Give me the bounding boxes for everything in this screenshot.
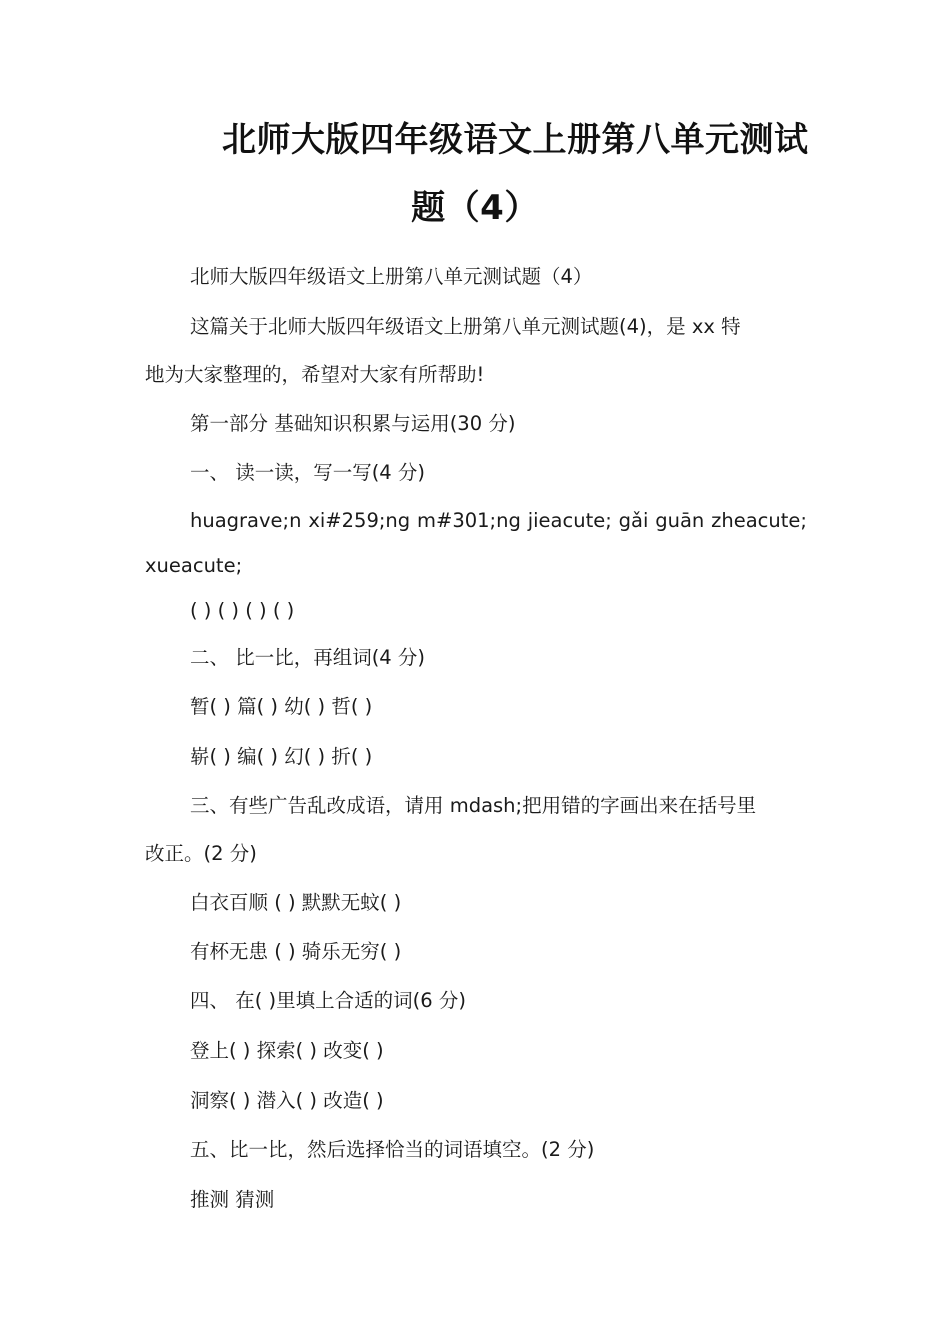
question-2-row-2: 崭( ) 编( ) 幻( ) 折( )	[190, 745, 373, 768]
question-5-heading: 五、比一比，然后选择恰当的词语填空。(2 分)	[190, 1138, 595, 1161]
question-3-row-1: 白衣百顺 ( ) 默默无蚊( )	[190, 891, 402, 914]
question-2-heading: 二、 比一比，再组词(4 分)	[190, 646, 426, 669]
question-3-line-1: 三、有些广告乱改成语，请用 mdash;把用错的字画出来在括号里	[190, 794, 757, 817]
pinyin-item: jieacute;	[527, 509, 612, 532]
pinyin-item: gǎi	[618, 509, 649, 532]
question-2-row-1: 暂( ) 篇( ) 幼( ) 哲( )	[190, 695, 373, 718]
document-title-line1: 北师大版四年级语文上册第八单元测试	[222, 120, 809, 160]
document-title-line2: 题（4）	[411, 188, 539, 228]
subtitle: 北师大版四年级语文上册第八单元测试题（4）	[190, 265, 593, 288]
pinyin-item: xi#259;ng	[308, 509, 411, 532]
pinyin-continuation: xueacute;	[145, 554, 243, 577]
question-3-line-2: 改正。(2 分)	[145, 842, 257, 865]
pinyin-item: m#301;ng	[417, 509, 521, 532]
question-1-heading: 一、 读一读，写一写(4 分)	[190, 461, 426, 484]
intro-line-2: 地为大家整理的，希望对大家有所帮助!	[145, 363, 485, 386]
pinyin-row	[190, 496, 807, 545]
pinyin-item: zheacute;	[711, 509, 807, 532]
intro-line-1: 这篇关于北师大版四年级语文上册第八单元测试题(4)，是 xx 特	[190, 315, 741, 338]
question-5-words: 推测 猜测	[190, 1188, 275, 1211]
question-1-blanks: ( ) ( ) ( ) ( )	[190, 599, 295, 622]
question-4-row-1: 登上( ) 探索( ) 改变( )	[190, 1039, 384, 1062]
pinyin-item: guān	[655, 509, 705, 532]
question-4-heading: 四、 在( )里填上合适的词(6 分)	[190, 989, 466, 1012]
question-4-row-2: 洞察( ) 潜入( ) 改造( )	[190, 1089, 384, 1112]
question-3-row-2: 有杯无患 ( ) 骑乐无穷( )	[190, 940, 402, 963]
part-heading: 第一部分 基础知识积累与运用(30 分)	[190, 412, 516, 435]
pinyin-item: huagrave;n	[190, 509, 302, 532]
